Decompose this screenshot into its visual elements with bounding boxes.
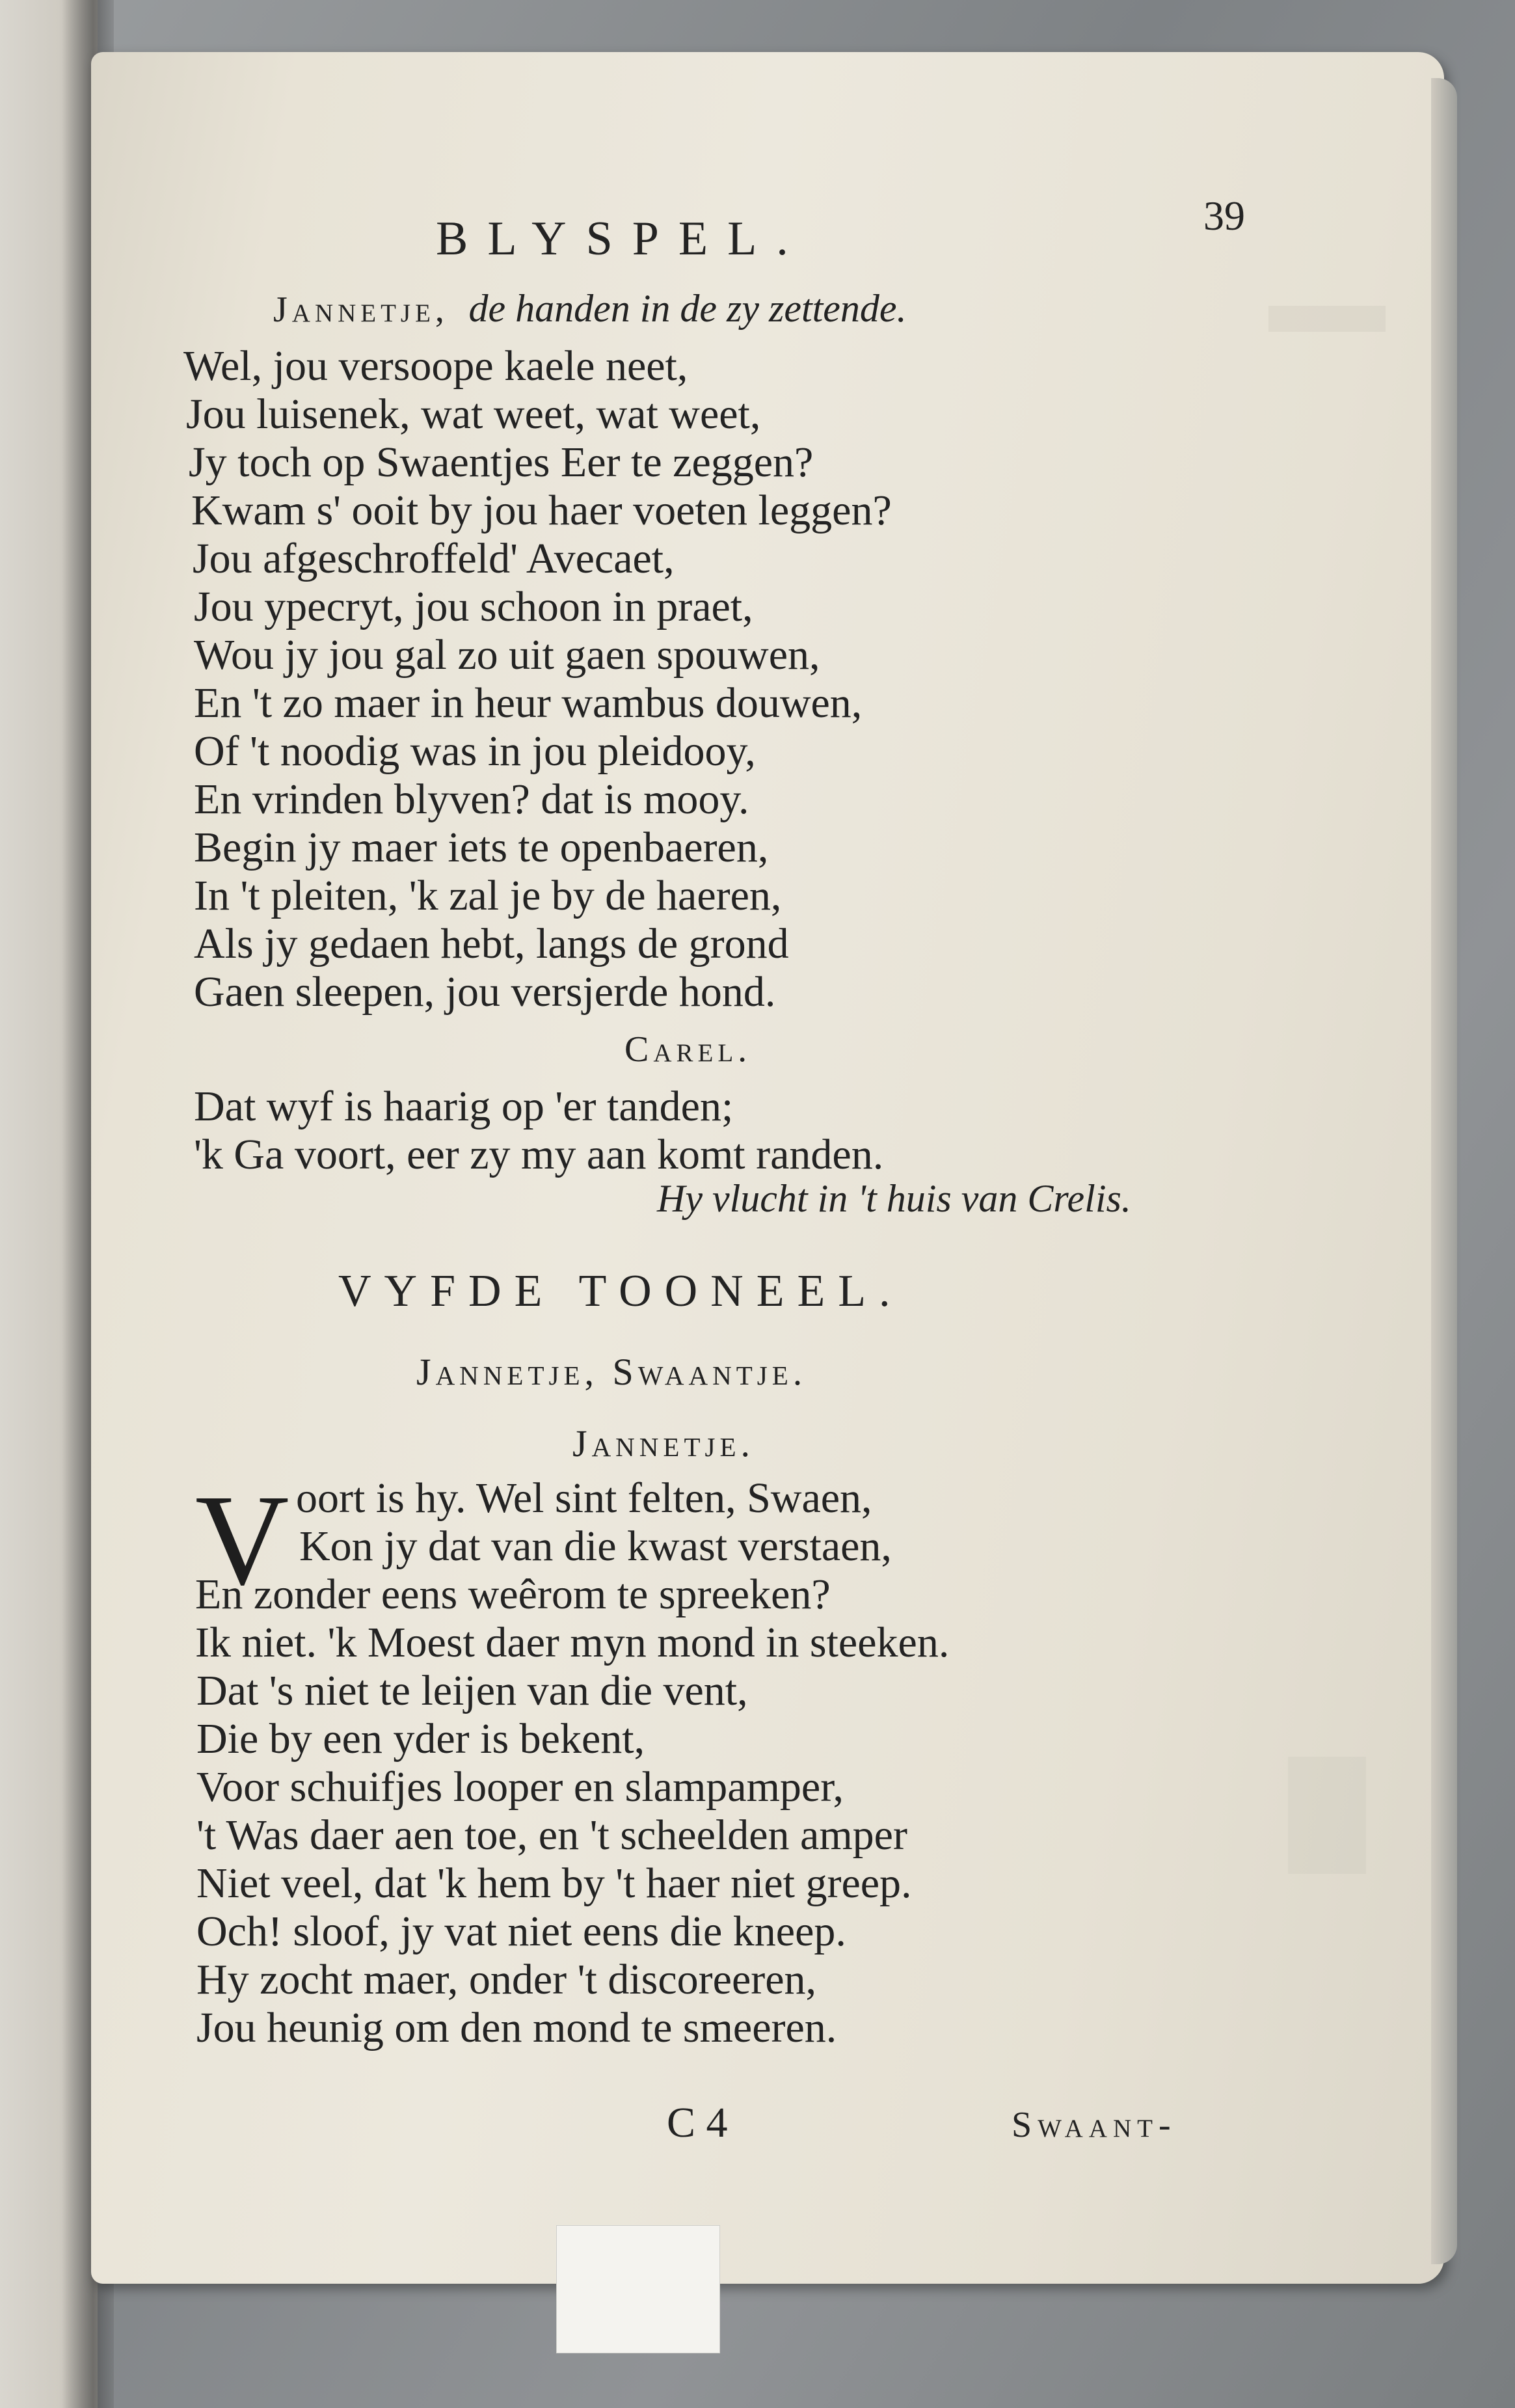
verse-line: Kwam s' ooit by jou haer voeten leggen?	[191, 487, 892, 534]
verse-line: Jou afgeschroffeld' Avecaet,	[193, 535, 675, 582]
catchword: Swaant-	[1012, 2105, 1177, 2145]
signature-mark: C 4	[667, 2099, 728, 2146]
speaker-heading: Carel.	[624, 1029, 752, 1070]
verse-line: oort is hy. Wel sint felten, Swaen,	[296, 1474, 872, 1522]
page-number: 39	[1203, 193, 1245, 239]
verse-line: Als jy gedaen hebt, langs de grond	[194, 920, 789, 967]
verse-line: Och! sloof, jy vat niet eens die kneep.	[196, 1908, 846, 1955]
speaker-name: Jannetje,	[273, 290, 449, 330]
verse-line: Dat 's niet te leijen van die vent,	[196, 1667, 748, 1714]
verse-line: Niet veel, dat 'k hem by 't haer niet greep.	[196, 1860, 912, 1907]
scene-cast: Jannetje, Swaantje.	[416, 1351, 807, 1393]
verse-line: Jou heunig om den mond te smeeren.	[196, 2004, 837, 2051]
speaker-heading: Jannetje.	[572, 1422, 755, 1465]
verse-line: Ik niet. 'k Moest daer myn mond in steeken.	[195, 1619, 950, 1666]
drop-cap: V	[195, 1468, 289, 1612]
verse-line: Hy zocht maer, onder 't discoreeren,	[196, 1956, 817, 2003]
verse-line: Gaen sleepen, jou versjerde hond.	[194, 968, 776, 1016]
verse-line: En 't zo maer in heur wambus douwen,	[194, 679, 863, 727]
verse-line: Jou luisenek, wat weet, wat weet,	[186, 390, 761, 438]
verse-line: Jy toch op Swaentjes Eer te zeggen?	[189, 439, 814, 486]
verse-line: Begin jy maer iets te openbaeren,	[194, 824, 769, 871]
verse-line: Jou ypecryt, jou schoon in praet,	[194, 583, 753, 630]
stage-direction: de handen in de zy zettende.	[468, 287, 907, 330]
verse-line: En vrinden blyven? dat is mooy.	[194, 776, 749, 823]
verse-line: 'k Ga voort, eer zy my aan komt randen.	[194, 1131, 884, 1178]
verse-line: En zonder eens weêrom te spreeken?	[195, 1571, 831, 1618]
speaker-heading	[273, 286, 907, 329]
verse-line: Wel, jou versoope kaele neet,	[183, 342, 688, 390]
scene-title: VYFDE TOONEEL.	[338, 1266, 904, 1316]
verse-line: In 't pleiten, 'k zal je by de haeren,	[194, 872, 782, 919]
verse-line: Kon jy dat van die kwast verstaen,	[299, 1522, 892, 1570]
verse-line: Wou jy jou gal zo uit gaen spouwen,	[194, 631, 820, 679]
verse-line: Dat wyf is haarig op 'er tanden;	[194, 1083, 734, 1130]
paper-sticker	[556, 2225, 720, 2353]
running-title: BLYSPEL.	[436, 212, 808, 265]
verse-line: Die by een yder is bekent,	[196, 1715, 645, 1763]
verse-line: 't Was daer aen toe, en 't scheelden amper	[196, 1811, 907, 1859]
stage-direction: Hy vlucht in 't huis van Crelis.	[657, 1177, 1131, 1220]
verse-line: Voor schuifjes looper en slampamper,	[196, 1763, 844, 1811]
verse-line: Of 't noodig was in jou pleidooy,	[194, 727, 756, 775]
